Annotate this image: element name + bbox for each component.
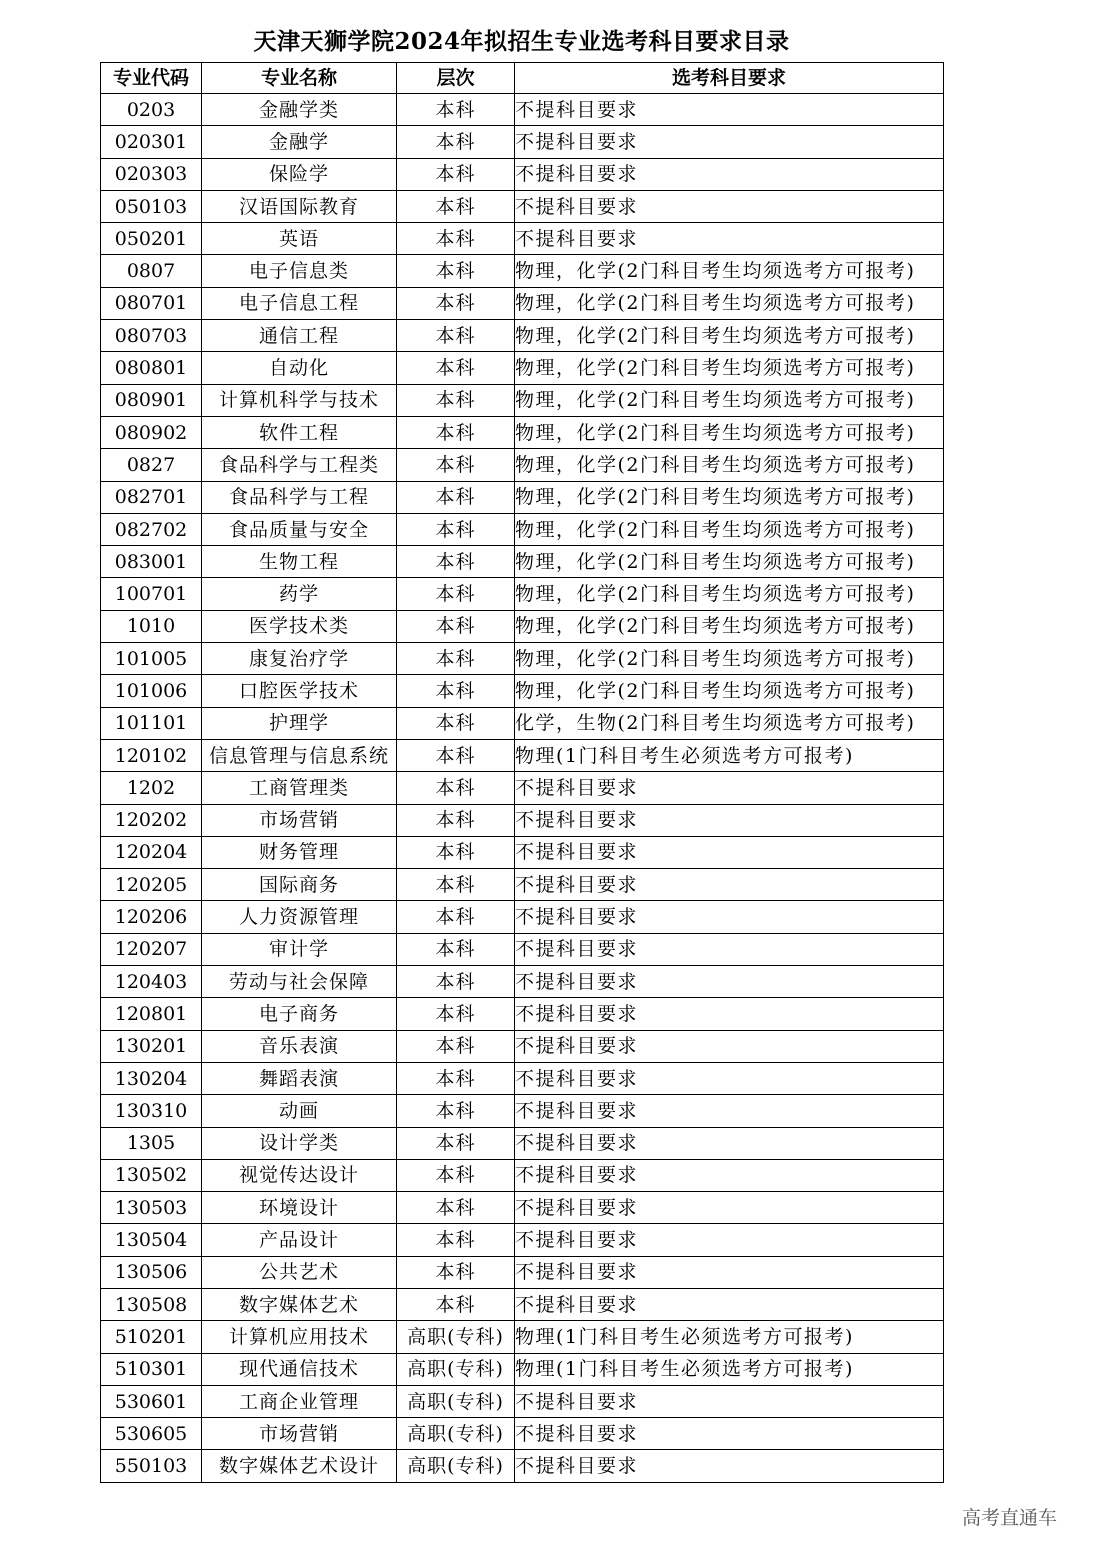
cell-name: 公共艺术 xyxy=(202,1256,397,1288)
header-name: 专业名称 xyxy=(202,63,397,94)
cell-requirement: 不提科目要求 xyxy=(515,1256,944,1288)
cell-requirement: 物理，化学(2门科目考生均须选考方可报考) xyxy=(515,481,944,513)
cell-code: 530605 xyxy=(101,1418,202,1450)
header-row xyxy=(101,63,944,94)
cell-requirement: 不提科目要求 xyxy=(515,1418,944,1450)
cell-requirement: 物理，化学(2门科目考生均须选考方可报考) xyxy=(515,287,944,319)
cell-level: 本科 xyxy=(397,1192,515,1224)
cell-code: 100701 xyxy=(101,578,202,610)
cell-code: 130201 xyxy=(101,1030,202,1062)
cell-code: 101005 xyxy=(101,643,202,675)
cell-level: 高职(专科) xyxy=(397,1450,515,1482)
table-row xyxy=(101,352,944,384)
cell-name: 工商管理类 xyxy=(202,772,397,804)
cell-name: 通信工程 xyxy=(202,320,397,352)
cell-name: 舞蹈表演 xyxy=(202,1062,397,1094)
table-row xyxy=(101,772,944,804)
table-row xyxy=(101,1095,944,1127)
cell-code: 020303 xyxy=(101,158,202,190)
cell-level: 本科 xyxy=(397,320,515,352)
cell-requirement: 不提科目要求 xyxy=(515,1192,944,1224)
cell-level: 本科 xyxy=(397,1159,515,1191)
cell-code: 080801 xyxy=(101,352,202,384)
cell-code: 120202 xyxy=(101,804,202,836)
cell-name: 财务管理 xyxy=(202,836,397,868)
table-row xyxy=(101,1418,944,1450)
table-row xyxy=(101,869,944,901)
cell-name: 口腔医学技术 xyxy=(202,675,397,707)
cell-level: 高职(专科) xyxy=(397,1321,515,1353)
cell-code: 120205 xyxy=(101,869,202,901)
cell-code: 1305 xyxy=(101,1127,202,1159)
table-row xyxy=(101,320,944,352)
cell-requirement: 物理，化学(2门科目考生均须选考方可报考) xyxy=(515,384,944,416)
cell-code: 120207 xyxy=(101,933,202,965)
cell-name: 环境设计 xyxy=(202,1192,397,1224)
cell-requirement: 不提科目要求 xyxy=(515,901,944,933)
cell-requirement: 不提科目要求 xyxy=(515,933,944,965)
cell-code: 120206 xyxy=(101,901,202,933)
cell-code: 080703 xyxy=(101,320,202,352)
cell-level: 本科 xyxy=(397,287,515,319)
cell-name: 食品科学与工程类 xyxy=(202,449,397,481)
cell-name: 电子商务 xyxy=(202,998,397,1030)
cell-name: 国际商务 xyxy=(202,869,397,901)
cell-level: 本科 xyxy=(397,1062,515,1094)
cell-code: 120801 xyxy=(101,998,202,1030)
cell-code: 550103 xyxy=(101,1450,202,1482)
cell-name: 计算机应用技术 xyxy=(202,1321,397,1353)
cell-level: 本科 xyxy=(397,610,515,642)
cell-code: 082702 xyxy=(101,513,202,545)
cell-name: 金融学类 xyxy=(202,94,397,126)
cell-name: 信息管理与信息系统 xyxy=(202,739,397,771)
table-row xyxy=(101,966,944,998)
cell-name: 人力资源管理 xyxy=(202,901,397,933)
cell-name: 金融学 xyxy=(202,126,397,158)
cell-level: 本科 xyxy=(397,352,515,384)
table-row xyxy=(101,546,944,578)
cell-level: 本科 xyxy=(397,481,515,513)
cell-requirement: 不提科目要求 xyxy=(515,1288,944,1320)
cell-code: 020301 xyxy=(101,126,202,158)
cell-name: 设计学类 xyxy=(202,1127,397,1159)
cell-requirement: 不提科目要求 xyxy=(515,1159,944,1191)
cell-code: 510201 xyxy=(101,1321,202,1353)
cell-code: 0807 xyxy=(101,255,202,287)
cell-name: 医学技术类 xyxy=(202,610,397,642)
cell-code: 130504 xyxy=(101,1224,202,1256)
cell-requirement: 不提科目要求 xyxy=(515,1095,944,1127)
cell-level: 本科 xyxy=(397,739,515,771)
cell-code: 130204 xyxy=(101,1062,202,1094)
cell-level: 本科 xyxy=(397,126,515,158)
table-row xyxy=(101,126,944,158)
cell-level: 本科 xyxy=(397,223,515,255)
cell-name: 软件工程 xyxy=(202,416,397,448)
cell-code: 080901 xyxy=(101,384,202,416)
cell-name: 计算机科学与技术 xyxy=(202,384,397,416)
cell-name: 数字媒体艺术设计 xyxy=(202,1450,397,1482)
cell-requirement: 物理，化学(2门科目考生均须选考方可报考) xyxy=(515,675,944,707)
cell-requirement: 不提科目要求 xyxy=(515,869,944,901)
cell-name: 食品科学与工程 xyxy=(202,481,397,513)
table-row xyxy=(101,1353,944,1385)
cell-level: 本科 xyxy=(397,1256,515,1288)
cell-name: 市场营销 xyxy=(202,1418,397,1450)
cell-name: 动画 xyxy=(202,1095,397,1127)
table-row xyxy=(101,1127,944,1159)
cell-name: 英语 xyxy=(202,223,397,255)
cell-level: 本科 xyxy=(397,869,515,901)
cell-name: 数字媒体艺术 xyxy=(202,1288,397,1320)
cell-requirement: 物理(1门科目考生必须选考方可报考) xyxy=(515,739,944,771)
cell-name: 审计学 xyxy=(202,933,397,965)
cell-level: 本科 xyxy=(397,255,515,287)
table-row xyxy=(101,223,944,255)
table-row xyxy=(101,998,944,1030)
cell-requirement: 物理，化学(2门科目考生均须选考方可报考) xyxy=(515,513,944,545)
cell-requirement: 物理，化学(2门科目考生均须选考方可报考) xyxy=(515,546,944,578)
table-row xyxy=(101,1224,944,1256)
table-row xyxy=(101,416,944,448)
cell-code: 080902 xyxy=(101,416,202,448)
cell-level: 本科 xyxy=(397,1127,515,1159)
cell-level: 本科 xyxy=(397,643,515,675)
cell-requirement: 物理，化学(2门科目考生均须选考方可报考) xyxy=(515,449,944,481)
cell-code: 083001 xyxy=(101,546,202,578)
cell-requirement: 不提科目要求 xyxy=(515,998,944,1030)
cell-name: 现代通信技术 xyxy=(202,1353,397,1385)
cell-level: 本科 xyxy=(397,449,515,481)
cell-requirement: 物理，化学(2门科目考生均须选考方可报考) xyxy=(515,610,944,642)
table-row xyxy=(101,1288,944,1320)
cell-code: 120102 xyxy=(101,739,202,771)
cell-level: 本科 xyxy=(397,1224,515,1256)
cell-level: 本科 xyxy=(397,966,515,998)
cell-level: 本科 xyxy=(397,772,515,804)
cell-name: 自动化 xyxy=(202,352,397,384)
cell-requirement: 不提科目要求 xyxy=(515,158,944,190)
cell-name: 电子信息类 xyxy=(202,255,397,287)
cell-requirement: 化学，生物(2门科目考生均须选考方可报考) xyxy=(515,707,944,739)
table-row xyxy=(101,901,944,933)
header-requirement: 选考科目要求 xyxy=(515,63,944,94)
cell-code: 530601 xyxy=(101,1385,202,1417)
cell-level: 本科 xyxy=(397,578,515,610)
table-row xyxy=(101,1385,944,1417)
cell-level: 本科 xyxy=(397,158,515,190)
cell-name: 视觉传达设计 xyxy=(202,1159,397,1191)
cell-code: 0203 xyxy=(101,94,202,126)
table-row xyxy=(101,1192,944,1224)
table-row xyxy=(101,1062,944,1094)
table-row xyxy=(101,513,944,545)
cell-level: 本科 xyxy=(397,707,515,739)
table-row xyxy=(101,449,944,481)
cell-requirement: 不提科目要求 xyxy=(515,1030,944,1062)
requirements-table xyxy=(100,62,944,1483)
cell-level: 本科 xyxy=(397,901,515,933)
table-row xyxy=(101,836,944,868)
cell-level: 本科 xyxy=(397,933,515,965)
cell-name: 工商企业管理 xyxy=(202,1385,397,1417)
cell-name: 市场营销 xyxy=(202,804,397,836)
cell-requirement: 物理(1门科目考生必须选考方可报考) xyxy=(515,1321,944,1353)
cell-requirement: 不提科目要求 xyxy=(515,223,944,255)
table-row xyxy=(101,675,944,707)
cell-code: 082701 xyxy=(101,481,202,513)
cell-requirement: 物理，化学(2门科目考生均须选考方可报考) xyxy=(515,352,944,384)
table-row xyxy=(101,1256,944,1288)
cell-code: 130503 xyxy=(101,1192,202,1224)
cell-requirement: 不提科目要求 xyxy=(515,1127,944,1159)
table-row xyxy=(101,578,944,610)
table-row xyxy=(101,707,944,739)
table-row xyxy=(101,1321,944,1353)
cell-level: 本科 xyxy=(397,675,515,707)
cell-code: 050103 xyxy=(101,190,202,222)
cell-level: 本科 xyxy=(397,1030,515,1062)
table-row xyxy=(101,933,944,965)
cell-name: 产品设计 xyxy=(202,1224,397,1256)
cell-requirement: 物理(1门科目考生必须选考方可报考) xyxy=(515,1353,944,1385)
table-row xyxy=(101,739,944,771)
cell-requirement: 不提科目要求 xyxy=(515,836,944,868)
cell-requirement: 不提科目要求 xyxy=(515,94,944,126)
cell-level: 本科 xyxy=(397,998,515,1030)
cell-requirement: 物理，化学(2门科目考生均须选考方可报考) xyxy=(515,416,944,448)
table-row xyxy=(101,384,944,416)
cell-level: 本科 xyxy=(397,1095,515,1127)
cell-requirement: 物理，化学(2门科目考生均须选考方可报考) xyxy=(515,320,944,352)
cell-name: 生物工程 xyxy=(202,546,397,578)
table-row xyxy=(101,610,944,642)
cell-name: 药学 xyxy=(202,578,397,610)
cell-code: 120204 xyxy=(101,836,202,868)
cell-name: 汉语国际教育 xyxy=(202,190,397,222)
table-row xyxy=(101,1159,944,1191)
table-row xyxy=(101,804,944,836)
cell-requirement: 不提科目要求 xyxy=(515,190,944,222)
cell-level: 本科 xyxy=(397,384,515,416)
cell-requirement: 不提科目要求 xyxy=(515,966,944,998)
cell-code: 510301 xyxy=(101,1353,202,1385)
cell-code: 130508 xyxy=(101,1288,202,1320)
cell-level: 本科 xyxy=(397,94,515,126)
watermark: 高考直通车 xyxy=(962,1507,1058,1529)
cell-requirement: 物理，化学(2门科目考生均须选考方可报考) xyxy=(515,255,944,287)
table-row xyxy=(101,643,944,675)
cell-name: 食品质量与安全 xyxy=(202,513,397,545)
cell-name: 劳动与社会保障 xyxy=(202,966,397,998)
cell-code: 050201 xyxy=(101,223,202,255)
cell-requirement: 不提科目要求 xyxy=(515,1224,944,1256)
cell-level: 本科 xyxy=(397,416,515,448)
cell-code: 130502 xyxy=(101,1159,202,1191)
table-row xyxy=(101,255,944,287)
cell-level: 本科 xyxy=(397,513,515,545)
cell-requirement: 不提科目要求 xyxy=(515,126,944,158)
cell-requirement: 不提科目要求 xyxy=(515,1062,944,1094)
cell-requirement: 不提科目要求 xyxy=(515,804,944,836)
table-row xyxy=(101,190,944,222)
cell-requirement: 不提科目要求 xyxy=(515,772,944,804)
cell-level: 高职(专科) xyxy=(397,1385,515,1417)
header-code: 专业代码 xyxy=(101,63,202,94)
cell-code: 1202 xyxy=(101,772,202,804)
cell-level: 高职(专科) xyxy=(397,1418,515,1450)
cell-requirement: 物理，化学(2门科目考生均须选考方可报考) xyxy=(515,578,944,610)
header-level: 层次 xyxy=(397,63,515,94)
table-row xyxy=(101,287,944,319)
cell-name: 音乐表演 xyxy=(202,1030,397,1062)
cell-level: 本科 xyxy=(397,1288,515,1320)
table-row xyxy=(101,1450,944,1482)
cell-level: 本科 xyxy=(397,804,515,836)
cell-name: 护理学 xyxy=(202,707,397,739)
cell-code: 080701 xyxy=(101,287,202,319)
table-body xyxy=(101,94,944,1483)
cell-code: 130506 xyxy=(101,1256,202,1288)
cell-level: 本科 xyxy=(397,836,515,868)
table-row xyxy=(101,158,944,190)
document-title: 天津天狮学院2024年拟招生专业选考科目要求目录 xyxy=(253,28,790,55)
table-row xyxy=(101,481,944,513)
cell-level: 本科 xyxy=(397,190,515,222)
cell-code: 0827 xyxy=(101,449,202,481)
cell-code: 101006 xyxy=(101,675,202,707)
cell-code: 120403 xyxy=(101,966,202,998)
cell-level: 高职(专科) xyxy=(397,1353,515,1385)
cell-name: 电子信息工程 xyxy=(202,287,397,319)
cell-level: 本科 xyxy=(397,546,515,578)
cell-requirement: 不提科目要求 xyxy=(515,1385,944,1417)
table-row xyxy=(101,94,944,126)
table-row xyxy=(101,1030,944,1062)
cell-name: 康复治疗学 xyxy=(202,643,397,675)
cell-code: 101101 xyxy=(101,707,202,739)
cell-code: 1010 xyxy=(101,610,202,642)
cell-code: 130310 xyxy=(101,1095,202,1127)
cell-requirement: 不提科目要求 xyxy=(515,1450,944,1482)
cell-name: 保险学 xyxy=(202,158,397,190)
cell-requirement: 物理，化学(2门科目考生均须选考方可报考) xyxy=(515,643,944,675)
